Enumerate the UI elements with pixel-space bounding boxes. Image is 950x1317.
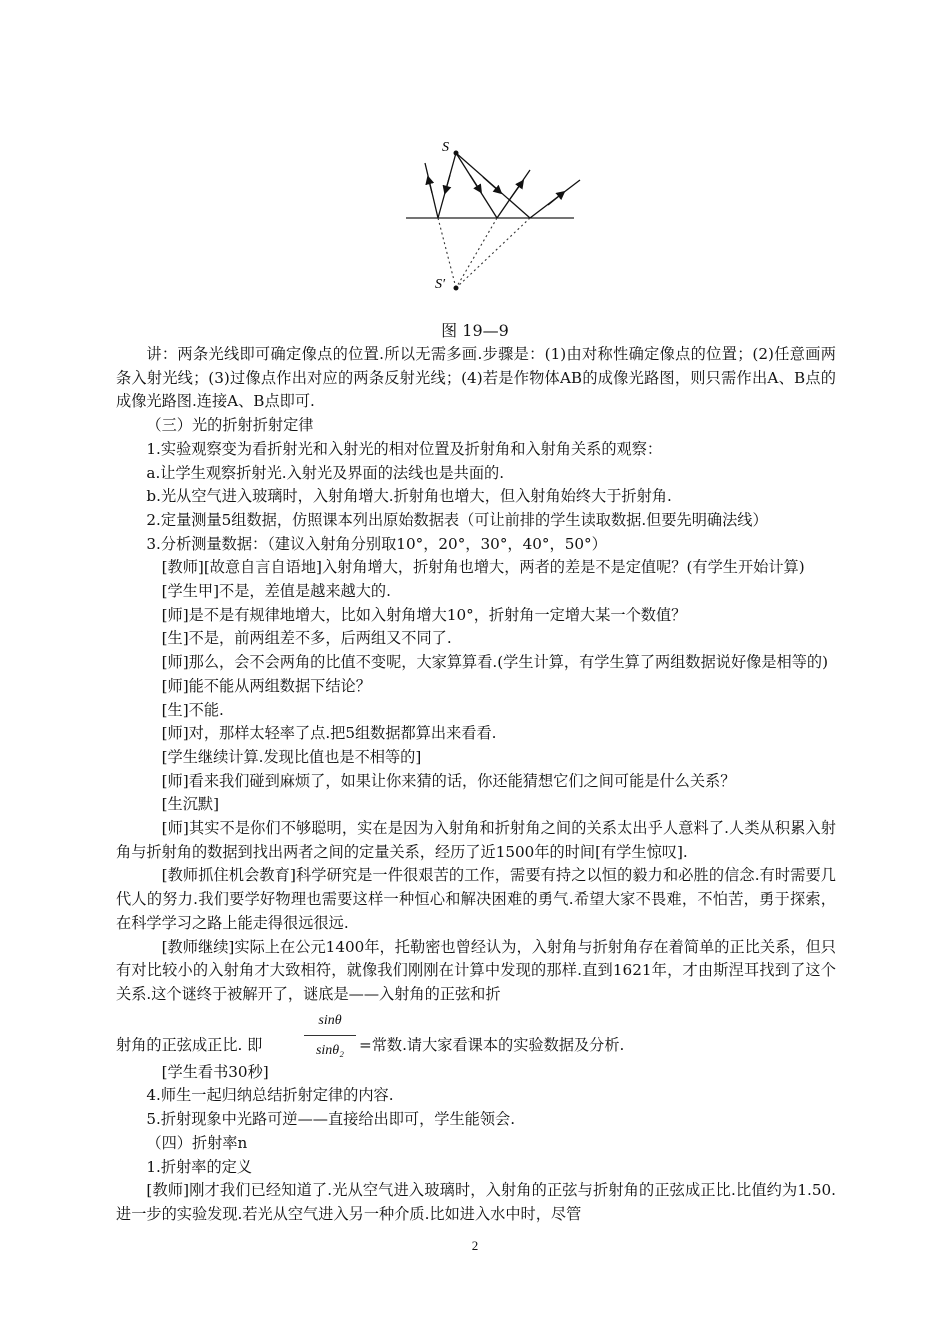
paragraph: [教师继续]实际上在公元1400年，托勒密也曾经认为，入射角与折射角存在着简单的正比关系，但只有对比较小的入射角才大致相符，就像我们刚刚在计算中发现的那样.直到1621年，才由斯涅耳找到了这个关系.这个谜终于被解开了，谜底是——入射角的正弦和折 bbox=[116, 937, 836, 1003]
paragraph: [学生继续计算.发现比值也是不相等的] bbox=[161, 747, 422, 766]
paragraph: [教师抓住机会教育]科学研究是一件很艰苦的工作，需要有持之以恒的毅力和必胜的信念.有时需要几代人的努力.我们要学好物理也需要这样一种恒心和解决困难的勇气.希望大家不畏难，不怕苦，勇于探索，在科学学习之路上能走得很远很远. bbox=[116, 866, 836, 932]
sine-ratio-fraction bbox=[304, 1009, 356, 1063]
label-s: S bbox=[442, 140, 449, 155]
paragraph: [教师]刚才我们已经知道了.光从空气进入玻璃时，入射角的正弦与折射角的正弦成正比.比值约为1.50.进一步的实验发现.若光从空气进入另一种介质.比如进入水中时，尽管 bbox=[116, 1181, 836, 1223]
point-s-prime bbox=[454, 286, 459, 291]
formula-lead-text: 射角的正弦成正比. 即 bbox=[116, 1035, 263, 1054]
paragraph: 2.定量测量5组数据，仿照课本列出原始数据表（可让前排的学生读取数据.但要先明确法线） bbox=[146, 510, 768, 529]
paragraph: [学生甲]不是，差值是越来越大的. bbox=[161, 582, 391, 601]
section-heading: （四）折射率n bbox=[146, 1133, 248, 1152]
paragraph: [师]是不是有规律地增大，比如入射角增大10°，折射角一定增大某一个数值？ bbox=[161, 605, 687, 624]
fraction-denominator: sinθ₂ bbox=[315, 1043, 345, 1059]
paragraph: [生]不是，前两组差不多，后两组又不同了. bbox=[161, 629, 452, 648]
paragraph: b.光从空气进入玻璃时，入射角增大.折射角也增大，但入射角始终大于折射角. bbox=[146, 487, 672, 506]
body-text bbox=[116, 343, 836, 1227]
paragraph: [师]看来我们碰到麻烦了，如果让你来猜的话，你还能猜想它们之间可能是什么关系？ bbox=[161, 771, 736, 790]
point-s bbox=[454, 151, 459, 156]
paragraph: 5.折射现象中光路可逆——直接给出即可，学生能领会. bbox=[146, 1110, 516, 1129]
paragraph: 4.师生一起归纳总结折射定律的内容. bbox=[146, 1086, 394, 1105]
paragraph: [师]那么，会不会两角的比值不变呢，大家算算看.(学生计算，有学生算了两组数据说好像是相等的) bbox=[161, 653, 828, 672]
figure-caption: 图 19—9 bbox=[441, 321, 509, 340]
paragraph: [师]能不能从两组数据下结论？ bbox=[161, 676, 371, 695]
page-number: 2 bbox=[471, 1238, 479, 1253]
paragraph: a.让学生观察折射光.入射光及界面的法线也是共面的. bbox=[146, 463, 505, 482]
section-heading: （三）光的折射折射定律 bbox=[146, 416, 314, 435]
paragraph: [生]不能. bbox=[161, 700, 224, 719]
formula-tail-text: =常数.请大家看课本的实验数据及分析. bbox=[359, 1035, 625, 1054]
fraction-numerator: sinθ bbox=[304, 1009, 356, 1037]
virtual-ray-3 bbox=[456, 218, 530, 288]
paragraph: 3.分析测量数据：（建议入射角分别取10°，20°，30°，40°，50°） bbox=[146, 534, 607, 553]
virtual-ray-2 bbox=[456, 218, 497, 288]
formula-line bbox=[116, 1007, 836, 1061]
paragraph: 讲：两条光线即可确定像点的位置.所以无需多画.步骤是：(1)由对称性确定像点的位置；(2)任意画两条入射光线；(3)过像点作出对应的两条反射光线；(4)若是作物体AB的成像光路图，则只需作出A、B点的成像光路图.连接A、B点即可. bbox=[116, 345, 836, 411]
paragraph: [生沉默] bbox=[161, 795, 220, 814]
paragraph: [师]其实不是你们不够聪明，实在是因为入射角和折射角之间的关系太出乎人意料了.人类从积累入射角与折射角的数据到找出两者之间的定量关系，经历了近1500年的时间[有学生惊叹]. bbox=[116, 819, 836, 861]
paragraph: [教师][故意自言自语地]入射角增大，折射角也增大，两者的差是不是定值呢？(有学生开始计算) bbox=[161, 558, 805, 577]
paragraph: 1.实验观察变为看折射光和入射光的相对位置及折射角和入射角关系的观察： bbox=[146, 439, 663, 458]
paragraph: 1.折射率的定义 bbox=[146, 1157, 253, 1176]
label-s-prime: S′ bbox=[435, 277, 446, 292]
paragraph: [师]对，那样太轻率了点.把5组数据都算出来看看. bbox=[161, 724, 497, 743]
reflection-diagram bbox=[398, 125, 598, 305]
paragraph: [学生看书30秒] bbox=[161, 1062, 269, 1081]
